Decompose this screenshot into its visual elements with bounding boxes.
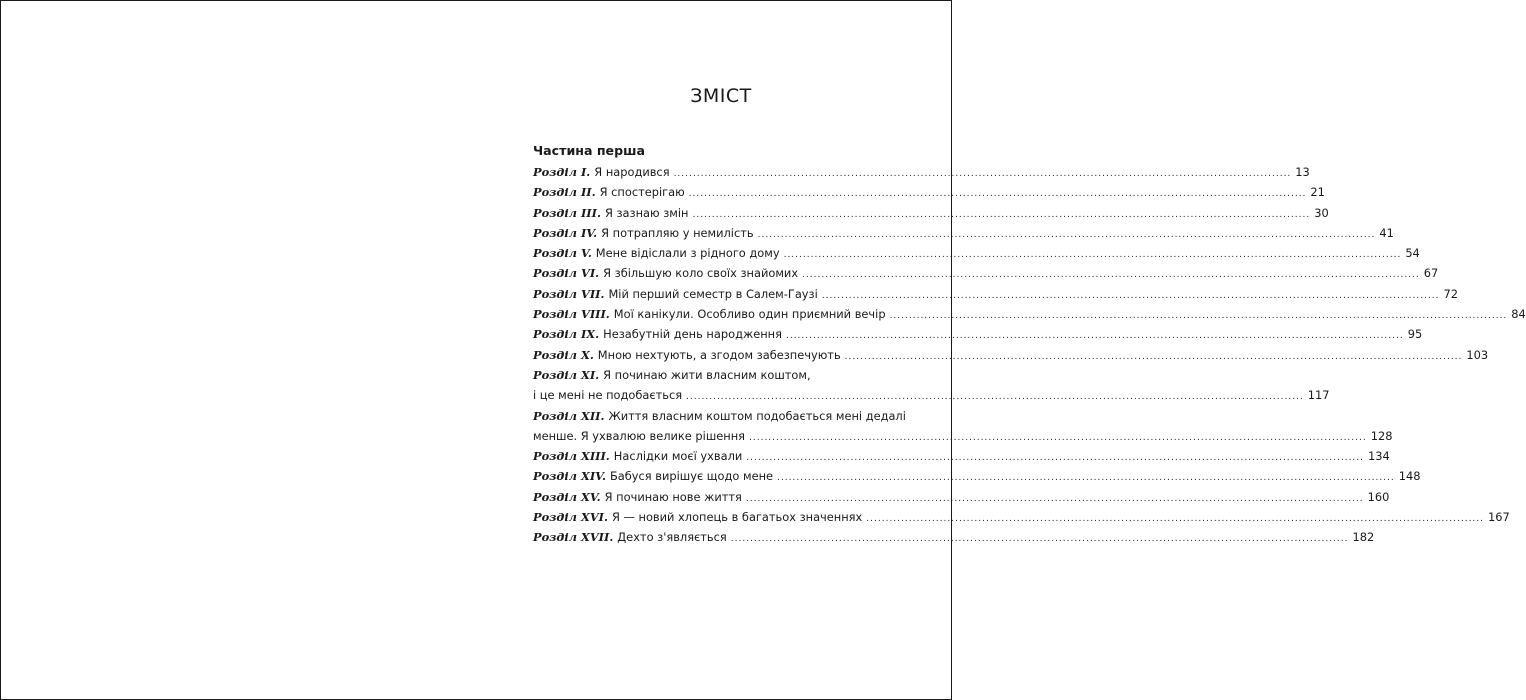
chapter-title-continued: і це мені не подобається <box>533 388 683 403</box>
page-title: ЗМІСТ <box>690 85 752 107</box>
page-number: 67 <box>1423 266 1439 281</box>
toc-entry[interactable] <box>533 203 1329 223</box>
chapter-title: Я зазнаю змін <box>604 205 689 220</box>
page-number: 13 <box>1295 165 1310 179</box>
toc-entry[interactable] <box>533 182 1325 202</box>
page-number: 148 <box>1398 469 1421 484</box>
dot-leader <box>749 428 1367 448</box>
page-number: 167 <box>1488 510 1510 525</box>
chapter-label: Розділ VII. <box>533 286 605 301</box>
chapter-label: Розділ III. <box>533 205 601 220</box>
chapter-title: Я починаю нове життя <box>604 489 742 504</box>
dot-leader <box>890 306 1508 326</box>
chapter-title: Я спостерігаю <box>599 185 685 200</box>
page-number: 128 <box>1370 428 1393 443</box>
toc-entry-line2[interactable] <box>533 426 1393 446</box>
dot-leader <box>845 347 1463 367</box>
chapter-label: Розділ VI. <box>533 266 600 281</box>
chapter-title: Мої канікули. Особливо один приємний вечір <box>613 307 886 322</box>
toc-entry[interactable] <box>533 507 1510 527</box>
chapter-title: Мій перший семестр в Салем-Гаузі <box>608 286 818 301</box>
page-number: 160 <box>1367 489 1390 504</box>
chapter-label: Розділ XIV. <box>533 469 606 484</box>
chapter-title: Мною нехтують, а згодом забезпечують <box>597 347 841 362</box>
dot-leader <box>731 529 1349 549</box>
dot-leader <box>689 184 1307 204</box>
page-number: 21 <box>1310 185 1325 200</box>
chapter-label: Розділ XII. <box>533 408 605 423</box>
chapter-title-continued: менше. Я ухвалюю велике рішення <box>533 428 745 443</box>
chapter-label: Розділ X. <box>533 347 594 362</box>
toc-entry[interactable] <box>533 466 1421 486</box>
page-number: 84 <box>1511 307 1526 322</box>
dot-leader <box>686 387 1304 407</box>
dot-leader <box>692 205 1310 225</box>
chapter-label: Розділ IX. <box>533 327 600 342</box>
toc-entry[interactable] <box>533 527 1375 547</box>
chapter-label: Розділ VIII. <box>533 307 610 322</box>
chapter-label: Розділ XVII. <box>533 530 614 545</box>
page-number: 41 <box>1379 225 1394 240</box>
chapter-label: Розділ V. <box>533 246 592 261</box>
chapter-title: Я потрапляю у немилість <box>601 225 754 240</box>
chapter-label: Розділ XV. <box>533 489 601 504</box>
chapter-label: Розділ IV. <box>533 225 598 240</box>
chapter-title: Я збільшую коло своїх знайомих <box>603 266 799 281</box>
page-number: 30 <box>1314 205 1329 220</box>
toc-entry[interactable] <box>533 243 1420 263</box>
dot-leader <box>822 286 1440 306</box>
chapter-label: Розділ I. <box>533 165 591 179</box>
chapter-title: Я народився <box>594 165 670 179</box>
chapter-title: Мене відіслали з рідного дому <box>595 246 780 261</box>
page-number: 54 <box>1405 246 1420 261</box>
page-number: 103 <box>1466 347 1489 362</box>
toc-entry[interactable] <box>533 263 1439 283</box>
toc-entry[interactable] <box>533 304 1526 324</box>
toc-entry[interactable] <box>533 345 1489 365</box>
dot-leader <box>777 468 1395 488</box>
page-number: 95 <box>1407 327 1423 342</box>
chapter-label: Розділ XI. <box>533 367 600 382</box>
chapter-label: Розділ XVI. <box>533 510 608 525</box>
toc-entry-line2[interactable] <box>533 385 1330 405</box>
toc-entry[interactable] <box>533 324 1423 344</box>
chapter-label: Розділ II. <box>533 185 596 200</box>
dot-leader <box>758 225 1376 245</box>
toc-entry[interactable] <box>533 487 1390 507</box>
chapter-title: Незабутній день народження <box>603 327 782 342</box>
toc-entry-line1[interactable] <box>533 365 907 385</box>
dot-leader <box>866 509 1484 529</box>
toc-entry[interactable] <box>533 223 1394 243</box>
part-heading: Частина перша <box>533 143 645 158</box>
dot-leader <box>746 489 1364 509</box>
dot-leader <box>746 448 1364 468</box>
toc-entry[interactable] <box>533 446 1390 466</box>
chapter-title: Дехто з'являється <box>617 530 727 545</box>
chapter-title: Бабуся вирішує щодо мене <box>609 469 774 484</box>
toc-entry[interactable] <box>533 284 1459 304</box>
chapter-title: Я починаю жити власним коштом, <box>603 367 811 382</box>
dot-leader <box>802 265 1420 285</box>
chapter-label: Розділ XIII. <box>533 449 610 464</box>
dot-leader <box>784 245 1402 265</box>
page-number: 182 <box>1352 530 1375 545</box>
chapter-title: Наслідки моєї ухвали <box>613 449 743 464</box>
page-number: 134 <box>1368 449 1390 464</box>
page-number: 117 <box>1307 388 1330 403</box>
chapter-title: Я — новий хлопець в багатьох значеннях <box>611 510 863 525</box>
table-of-contents <box>533 140 1526 548</box>
toc-entry-line1[interactable] <box>533 406 907 426</box>
dot-leader <box>674 164 1292 184</box>
chapter-title: Життя власним коштом подобається мені дедалі <box>608 408 906 423</box>
dot-leader <box>786 326 1404 346</box>
page-number: 72 <box>1443 286 1459 301</box>
toc-entry[interactable] <box>533 162 1310 182</box>
